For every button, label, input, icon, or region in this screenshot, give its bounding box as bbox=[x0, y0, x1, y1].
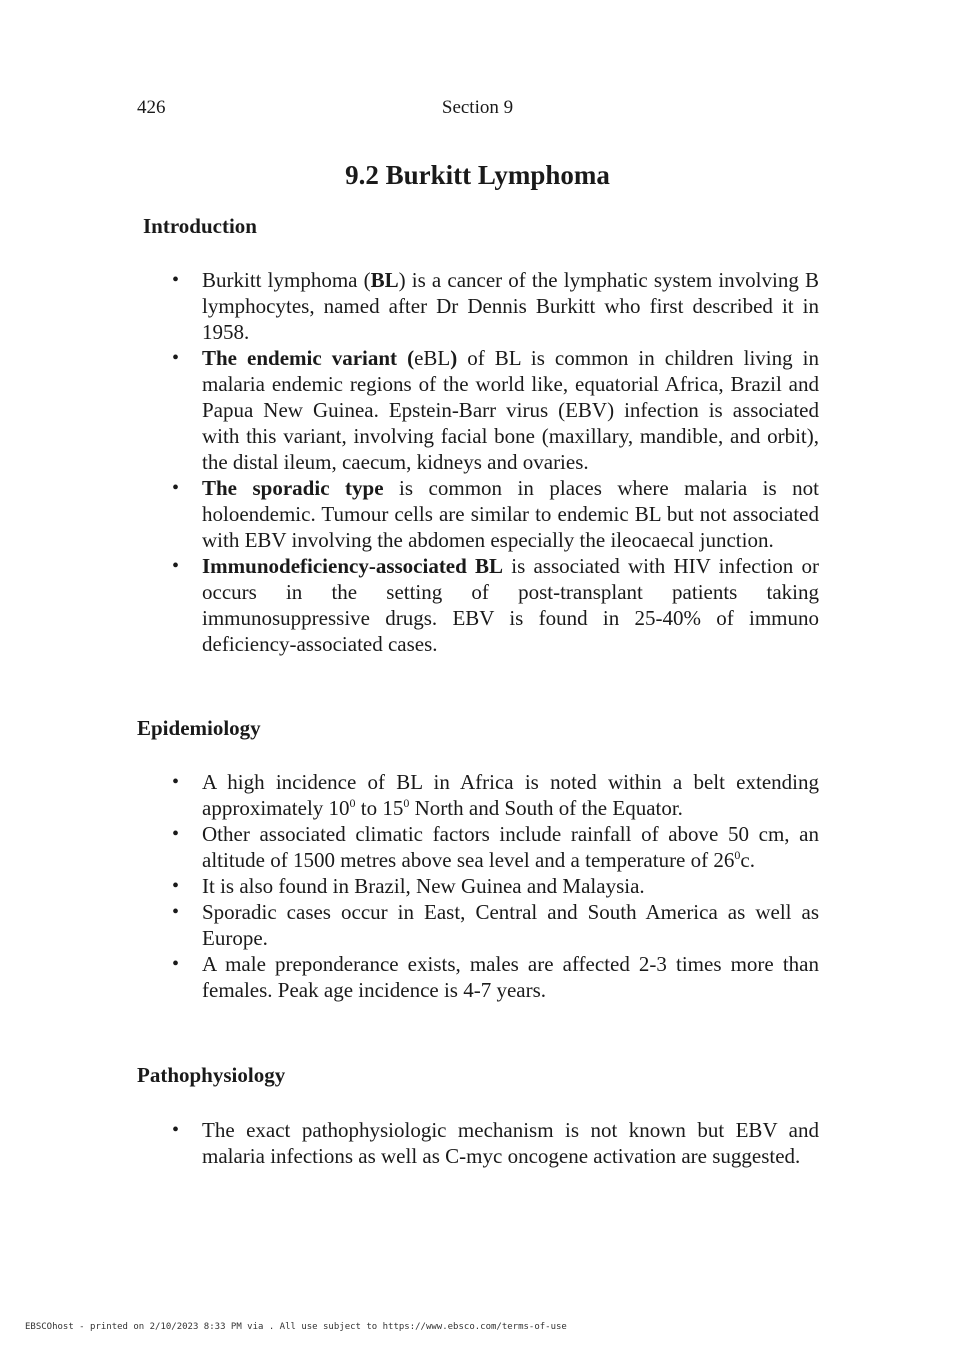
list-item bbox=[160, 553, 819, 657]
text-run: A high incidence of BL in Africa is noted within a belt extending approximately 10 bbox=[202, 770, 819, 820]
list-item bbox=[160, 899, 819, 951]
text-run: c. bbox=[740, 848, 755, 872]
bullet-icon: • bbox=[172, 901, 180, 923]
bullet-icon: • bbox=[172, 477, 180, 499]
pathophysiology-list bbox=[160, 1117, 819, 1169]
page-number: 426 bbox=[137, 97, 166, 118]
bullet-icon: • bbox=[172, 347, 180, 369]
bullet-icon: • bbox=[172, 823, 180, 845]
text-run: is associated with HIV infection or occurs in the setting of post-transplant patients taking immunosuppressive drugs. EBV is found in 25-40% of immuno deficiency-associated cases. bbox=[202, 554, 819, 656]
bullet-icon: • bbox=[172, 555, 180, 577]
list-item bbox=[160, 475, 819, 553]
bold-run: The sporadic type bbox=[202, 476, 384, 500]
bold-run: BL bbox=[370, 268, 399, 292]
list-item bbox=[160, 873, 819, 899]
text-run: Other associated climatic factors include rainfall of above 50 cm, an altitude of 1500 metres above sea level and a temperature of 26 bbox=[202, 822, 819, 872]
chapter-title: 9.2 Burkitt Lymphoma bbox=[345, 160, 610, 190]
text-run: to 15 bbox=[355, 796, 404, 820]
list-item bbox=[160, 1117, 819, 1169]
bullet-icon: • bbox=[172, 269, 180, 291]
text-run: of BL is common in children living in malaria endemic regions of the world like, equatorial Africa, Brazil and Papua New Guinea. Epstein-Barr virus (EBV) infection is associated with this variant, involving facial bone (maxillary, mandible, and orbit), the distal ileum, caecum, kidneys and ovaries. bbox=[202, 346, 819, 474]
bullet-icon: • bbox=[172, 771, 180, 793]
list-item bbox=[160, 821, 819, 873]
ebsco-footer: EBSCOhost - printed on 2/10/2023 8:33 PM via . All use subject to https://www.ebsco.com/terms-of-use bbox=[25, 1322, 567, 1332]
epidemiology-heading: Epidemiology bbox=[137, 716, 261, 740]
bold-run: Immunodeficiency-associated BL bbox=[202, 554, 504, 578]
bullet-icon: • bbox=[172, 875, 180, 897]
list-item bbox=[160, 951, 819, 1003]
running-head: Section 9 bbox=[441, 97, 514, 118]
list-item bbox=[160, 267, 819, 345]
text-run: Sporadic cases occur in East, Central and South America as well as Europe. bbox=[202, 900, 819, 950]
superscript: 0 bbox=[734, 848, 741, 862]
introduction-list bbox=[160, 267, 819, 657]
superscript: 0 bbox=[349, 796, 356, 810]
bold-run: The endemic variant ( bbox=[202, 346, 415, 370]
pathophysiology-heading: Pathophysiology bbox=[137, 1063, 286, 1087]
text-run: is common in places where malaria is not holoendemic. Tumour cells are similar to endemic BL but not associated with EBV involving the abdomen especially the ileocaecal junction. bbox=[202, 476, 819, 552]
list-item bbox=[160, 345, 819, 475]
text-run: eBL bbox=[414, 346, 451, 370]
text-run: North and South of the Equator. bbox=[409, 796, 683, 820]
text-run: It is also found in Brazil, New Guinea and Malaysia. bbox=[202, 874, 645, 898]
text-run: Burkitt lymphoma ( bbox=[202, 268, 371, 292]
bullet-icon: • bbox=[172, 1119, 180, 1141]
introduction-heading: Introduction bbox=[143, 214, 257, 238]
epidemiology-list bbox=[160, 769, 819, 1003]
bold-run: ) bbox=[450, 346, 458, 370]
list-item bbox=[160, 769, 819, 821]
superscript: 0 bbox=[403, 796, 410, 810]
text-run: ) is a cancer of the lymphatic system involving B lymphocytes, named after Dr Dennis Burkitt who first described it in 1958. bbox=[202, 268, 819, 344]
text-run: A male preponderance exists, males are affected 2-3 times more than females. Peak age incidence is 4-7 years. bbox=[202, 952, 819, 1002]
bullet-icon: • bbox=[172, 953, 180, 975]
text-run: The exact pathophysiologic mechanism is not known but EBV and malaria infections as well as C-myc oncogene activation are suggested. bbox=[202, 1118, 819, 1168]
